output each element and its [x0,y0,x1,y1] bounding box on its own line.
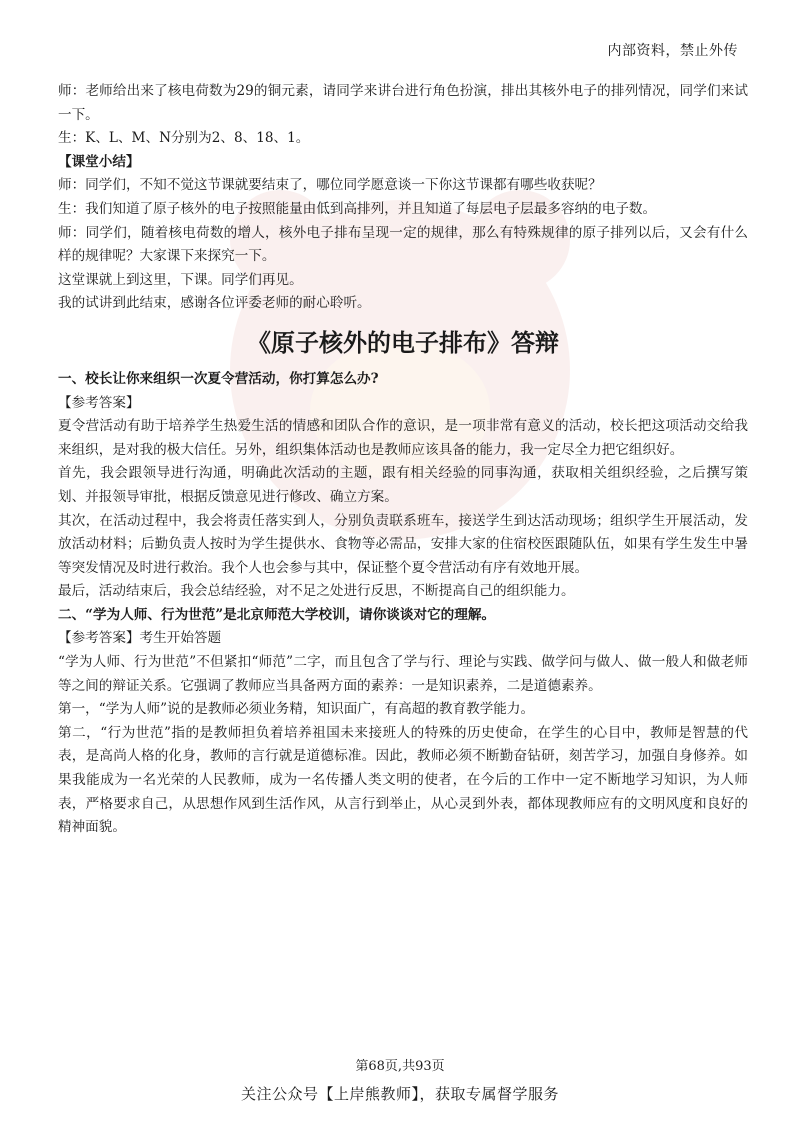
teacher-line-copper: 师：老师给出来了核电荷数为29的铜元素，请同学来讲台进行角色扮演，排出其核外电子的排列情况，同学们来试一下。 [58,83,748,123]
answer-2-intro: “学为人师、行为世范”不但紧扣“师范”二字，而且包含了学与行、理论与实践、做学问与做人、做一般人和做老师等之间的辩证关系。它强调了教师应当具备两方面的素养：一是知识素养，二是道德素养。 [58,654,748,694]
answer-label-1: 【参考答案】 [58,394,140,411]
footer-promo-note: 关注公众号【上岸熊教师】，获取专属督学服务 [240,1085,559,1103]
closing-line-class: 这堂课就上到这里，下课。同学们再见。 [58,271,303,288]
section-heading-summary: 【课堂小结】 [58,153,140,170]
answer-1-last: 最后，活动结束后，我会总结经验，对不足之处进行反思，不断提高自己的组织能力。 [58,583,575,600]
answer-2-first: 第一，“学为人师”说的是教师必须业务精，知识面广，有高超的教育教学能力。 [58,701,535,718]
document-body [58,80,748,840]
document-title: 《原子核外的电子排布》答辩 [247,328,559,357]
page-number: 第68页,共93页 [355,1059,445,1074]
student-line-energy: 生：我们知道了原子核外的电子按照能量由低到高排列，并且知道了每层电子层最多容纳的电子数。 [58,200,657,217]
answer-1-second: 其次，在活动过程中，我会将责任落实到人，分别负责联系班车，接送学生到达活动现场；组织学生开展活动，发放活动材料；后勤负责人按时为学生提供水、食物等必需品，安排大家的住宿校医跟随队伍，如果有学生发生中暑等突发情况及时进行救治。我个人也会参与其中，保证整个夏令营活动有序有效地开展。 [58,512,748,576]
teacher-line-harvest: 师：同学们，不知不觉这节课就要结束了，哪位同学愿意谈一下你这节课都有哪些收获呢？ [58,177,602,194]
question-2: 二、“学为人师、行为世范”是北京师范大学校训，请你谈谈对它的理解。 [58,606,496,623]
answer-1-intro: 夏令营活动有助于培养学生热爱生活的情感和团队合作的意识，是一项非常有意义的活动，校长把这项活动交给我来组织，是对我的极大信任。另外，组织集体活动也是教师应该具备的能力，我一定尽全力把它组织好。 [58,418,748,458]
answer-label-2: 【参考答案】考生开始答题 [58,630,222,647]
answer-2-second: 第二，“行为世范”指的是教师担负着培养祖国未来接班人的特殊的历史使命，在学生的心目中，教师是智慧的代表，是高尚人格的化身，教师的言行就是道德标准。因此，教师必须不断勤奋钻研，刻苦学习，加强自身修养。如果我能成为一名光荣的人民教师，成为一名传播人类文明的使者，在今后的工作中一定不断地学习知识，为人师表，严格要求自己，从思想作风到生活作风，从言行到举止，从心灵到外表，都体现教师应有的文明风度和良好的精神面貌。 [58,724,748,836]
student-line-shells: 生：K、L、M、N分别为2、8、18、1。 [58,130,310,147]
question-1: 一、校长让你来组织一次夏令营活动，你打算怎么办? [58,370,379,387]
answer-1-first: 首先，我会跟领导进行沟通，明确此次活动的主题，跟有相关经验的同事沟通，获取相关组织经验，之后撰写策划、并报领导审批，根据反馈意见进行修改、确立方案。 [58,465,748,505]
teacher-line-explore: 师：同学们，随着核电荷数的增人，核外电子排布呈现一定的规律，那么有特殊规律的原子排列以后，又会有什么样的规律呢？大家课下来探究一下。 [58,224,748,265]
header-restriction-note: 内部资料，禁止外传 [607,43,738,59]
closing-line-thanks: 我的试讲到此结束，感谢各位评委老师的耐心聆听。 [58,295,371,312]
